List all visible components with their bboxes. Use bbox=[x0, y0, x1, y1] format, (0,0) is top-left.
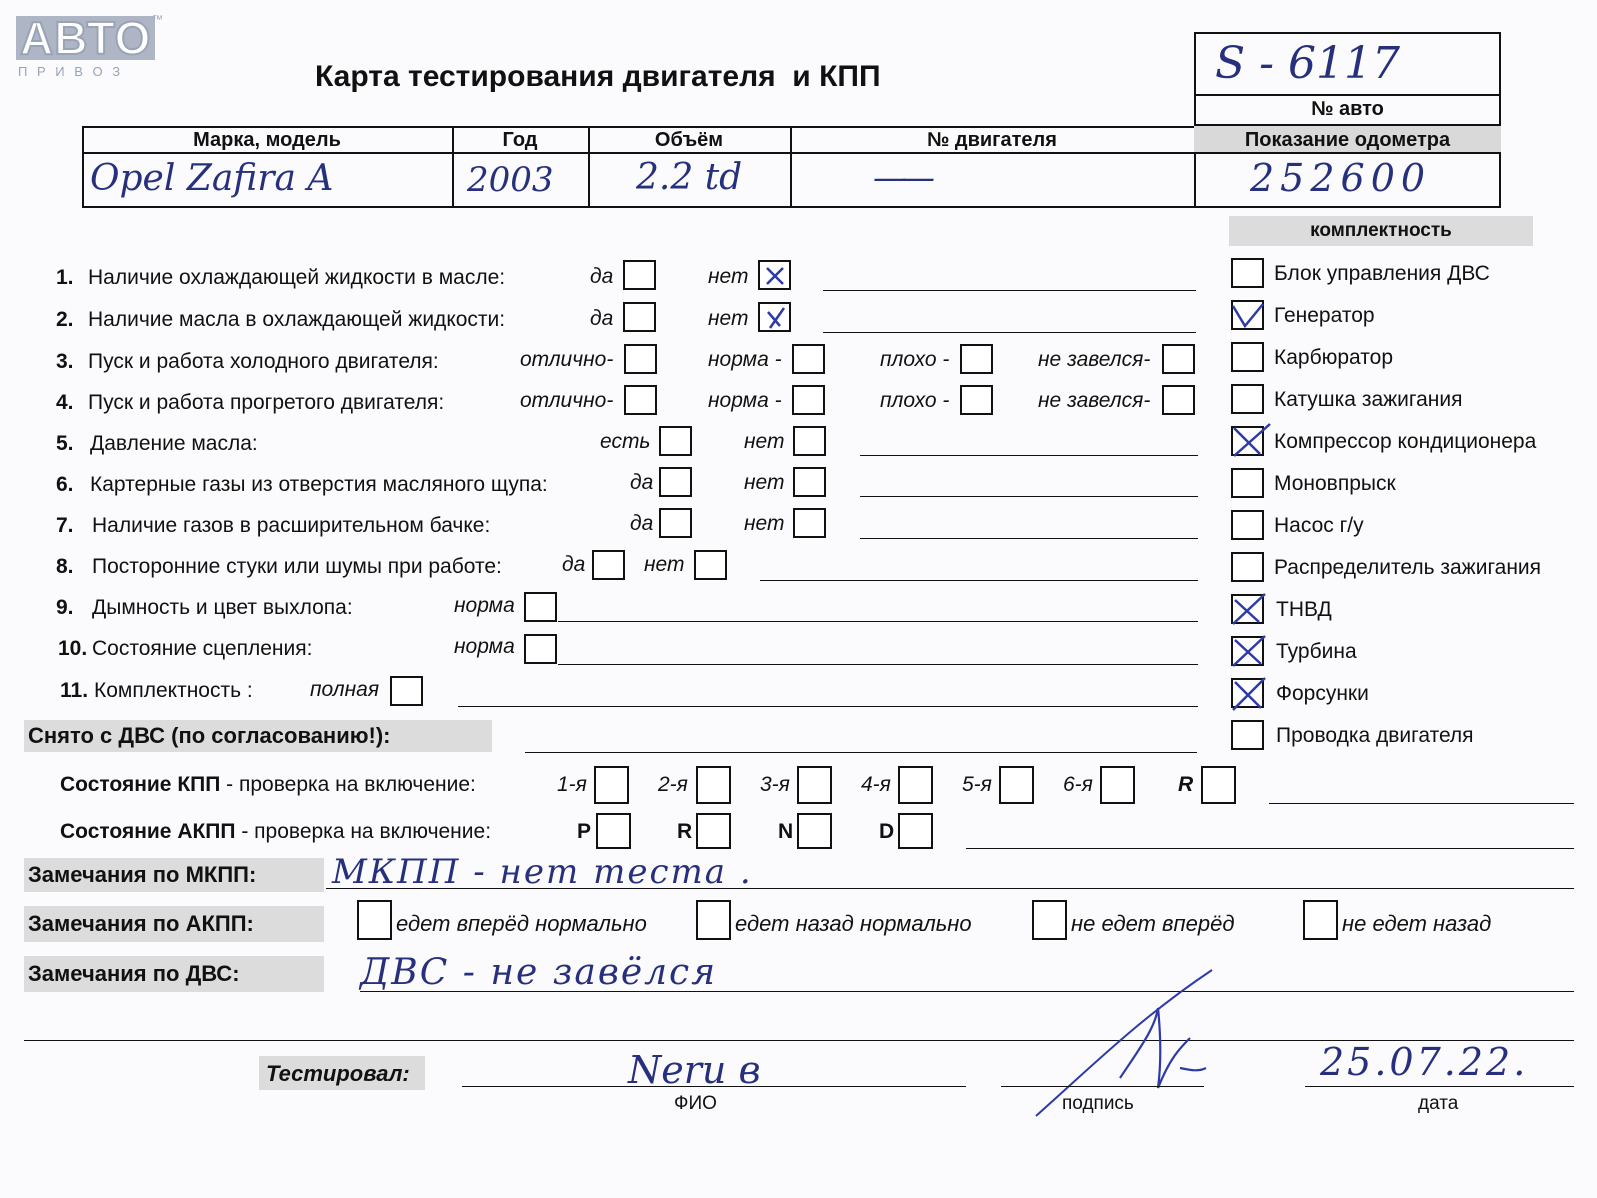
kit-label-mono-injection: Моновпрыск bbox=[1274, 472, 1396, 495]
gear-checkbox-reverse[interactable] bbox=[1201, 766, 1236, 804]
akpp-checkbox-r[interactable] bbox=[696, 813, 731, 849]
option-label: да bbox=[630, 471, 654, 494]
value-engine-number: —— bbox=[873, 158, 929, 198]
option-checkbox-full[interactable] bbox=[390, 676, 423, 706]
akpp-label-rest: - проверка на включение: bbox=[235, 820, 492, 843]
notes-line bbox=[860, 538, 1198, 539]
notes-line bbox=[823, 332, 1196, 333]
kit-label-ps-pump: Насос г/у bbox=[1274, 514, 1364, 537]
gear-label: 1-я bbox=[557, 773, 587, 796]
option-label: нет bbox=[644, 553, 685, 576]
row-question: Посторонние стуки или шумы при работе: bbox=[92, 555, 502, 578]
signature-caption: подпись bbox=[1062, 1093, 1134, 1114]
dvs-remarks-line bbox=[360, 991, 1574, 992]
option-checkbox-bad[interactable] bbox=[960, 344, 993, 374]
option-checkbox-yes[interactable] bbox=[623, 302, 656, 332]
kit-checkbox-injection-pump[interactable] bbox=[1231, 594, 1264, 624]
fio-caption: ФИО bbox=[674, 1093, 717, 1114]
option-label: не завелся- bbox=[1038, 348, 1151, 371]
fio-line bbox=[462, 1086, 966, 1087]
option-label: полная bbox=[310, 678, 380, 701]
kit-checkbox-ecu[interactable] bbox=[1231, 258, 1264, 288]
header-make-model: Марка, модель bbox=[193, 129, 341, 151]
gear-checkbox-2[interactable] bbox=[696, 766, 731, 804]
row-number: 5. bbox=[56, 432, 74, 455]
notes-line bbox=[760, 580, 1198, 581]
option-label: плохо - bbox=[880, 389, 950, 412]
kit-label-injection-pump: ТНВД bbox=[1276, 598, 1332, 621]
akpp-notes-line bbox=[966, 848, 1574, 849]
notes-line bbox=[860, 496, 1198, 497]
option-checkbox-excellent[interactable] bbox=[624, 344, 657, 374]
option-checkbox-no[interactable] bbox=[758, 302, 791, 332]
kit-checkbox-ps-pump[interactable] bbox=[1231, 510, 1264, 540]
row-question: Состояние сцепления: bbox=[92, 637, 313, 660]
option-checkbox-no[interactable] bbox=[793, 426, 826, 456]
auto-number-value: S - 6117 bbox=[1215, 38, 1400, 89]
akpp-label bbox=[60, 820, 491, 844]
gear-checkbox-5[interactable] bbox=[999, 766, 1034, 804]
notes-line bbox=[823, 290, 1196, 291]
dvs-remarks-value: ДВС - не завёлся bbox=[360, 952, 718, 993]
row-number: 8. bbox=[56, 555, 74, 578]
gear-checkbox-3[interactable] bbox=[797, 766, 832, 804]
avtoprivoz-logo bbox=[14, 12, 163, 82]
option-checkbox-yes[interactable] bbox=[659, 426, 692, 456]
kit-checkbox-injectors[interactable] bbox=[1231, 678, 1264, 708]
option-label: нет bbox=[708, 265, 749, 288]
option-checkbox-yes[interactable] bbox=[623, 260, 656, 290]
akpp-gear-label: R bbox=[677, 820, 693, 843]
value-make-model: Opel Zafira A bbox=[90, 158, 334, 199]
kit-title: комплектность bbox=[1310, 220, 1452, 241]
option-label: нет bbox=[744, 430, 785, 453]
option-label: отлично- bbox=[520, 389, 614, 412]
option-label: нет bbox=[708, 307, 749, 330]
row-question: Пуск и работа прогретого двигателя: bbox=[88, 391, 445, 414]
option-label: отлично- bbox=[520, 348, 614, 371]
option-checkbox-normal[interactable] bbox=[524, 592, 557, 622]
row-number: 9. bbox=[56, 596, 74, 619]
option-checkbox-yes[interactable] bbox=[659, 467, 692, 497]
row-number: 6. bbox=[56, 473, 74, 496]
header-year: Год bbox=[502, 129, 538, 151]
kit-checkbox-mono-injection[interactable] bbox=[1231, 468, 1264, 498]
kpp-notes-line bbox=[1269, 803, 1574, 804]
kpp-label-bold: Состояние КПП bbox=[60, 773, 221, 796]
akpp-remark-checkbox-no-forward[interactable] bbox=[1032, 900, 1067, 940]
row-number: 4. bbox=[56, 391, 74, 414]
page-title: Карта тестирования двигателя и КПП bbox=[315, 60, 881, 93]
row-question: Дымность и цвет выхлопа: bbox=[92, 596, 353, 619]
option-checkbox-normal[interactable] bbox=[792, 385, 825, 415]
option-label: норма bbox=[454, 635, 515, 658]
akpp-label-bold: Состояние АКПП bbox=[60, 820, 236, 843]
row-number: 10. bbox=[58, 637, 88, 660]
akpp-remark-checkbox-backward-ok[interactable] bbox=[696, 900, 731, 940]
row-question: Пуск и работа холодного двигателя: bbox=[88, 350, 439, 373]
akpp-checkbox-p[interactable] bbox=[596, 813, 631, 849]
gear-label: 2-я bbox=[658, 773, 688, 796]
option-label: да bbox=[590, 265, 614, 288]
gear-label: 4-я bbox=[861, 773, 891, 796]
kit-checkbox-engine-wiring[interactable] bbox=[1231, 720, 1264, 750]
kit-checkbox-turbine[interactable] bbox=[1231, 636, 1264, 666]
header-engine-number: № двигателя bbox=[927, 129, 1057, 151]
value-year: 2003 bbox=[467, 160, 554, 200]
kit-checkbox-generator[interactable] bbox=[1231, 300, 1264, 330]
signature-line bbox=[1001, 1086, 1204, 1087]
kit-checkbox-carburetor[interactable] bbox=[1231, 342, 1264, 372]
kit-label-distributor: Распределитель зажигания bbox=[1274, 556, 1542, 579]
mkpp-remarks-label: Замечания по МКПП: bbox=[28, 862, 257, 887]
row-question: Давление масла: bbox=[90, 432, 258, 455]
akpp-remark-label: едет вперёд нормально bbox=[396, 911, 647, 936]
option-checkbox-not-started[interactable] bbox=[1162, 385, 1195, 415]
kit-label-carburetor: Карбюратор bbox=[1274, 346, 1394, 369]
kpp-label-rest: - проверка на включение: bbox=[220, 773, 476, 796]
kit-label-generator: Генератор bbox=[1274, 304, 1375, 327]
option-checkbox-normal[interactable] bbox=[524, 634, 557, 664]
option-checkbox-no[interactable] bbox=[694, 550, 727, 580]
header-volume: Объём bbox=[654, 129, 724, 151]
option-label: плохо - bbox=[880, 348, 950, 371]
option-label: да bbox=[630, 512, 654, 535]
notes-line bbox=[860, 455, 1198, 456]
gear-label: 6-я bbox=[1063, 773, 1093, 796]
kit-label-turbine: Турбина bbox=[1276, 640, 1357, 663]
gear-checkbox-4[interactable] bbox=[898, 766, 933, 804]
value-odometer: 252600 bbox=[1250, 156, 1432, 200]
row-number: 7. bbox=[56, 514, 74, 537]
option-checkbox-no[interactable] bbox=[793, 467, 826, 497]
gear-label: R bbox=[1178, 773, 1194, 796]
option-checkbox-bad[interactable] bbox=[960, 385, 993, 415]
akpp-remark-label: не едет назад bbox=[1342, 911, 1492, 936]
row-number: 2. bbox=[56, 308, 74, 331]
notes-line bbox=[558, 621, 1198, 622]
kit-label-ignition-coil: Катушка зажигания bbox=[1274, 388, 1463, 411]
option-checkbox-not-started[interactable] bbox=[1162, 344, 1195, 374]
gear-label: 3-я bbox=[760, 773, 790, 796]
akpp-gear-label: D bbox=[879, 820, 895, 843]
option-checkbox-excellent[interactable] bbox=[624, 385, 657, 415]
dvs-remarks-label: Замечания по ДВС: bbox=[28, 961, 240, 986]
mkpp-remarks-line bbox=[326, 888, 1574, 889]
option-label: нет bbox=[744, 512, 785, 535]
logo-tm: ™ bbox=[152, 14, 163, 26]
kit-label-ecu: Блок управления ДВС bbox=[1274, 262, 1490, 285]
date-caption: дата bbox=[1418, 1093, 1459, 1114]
option-checkbox-yes[interactable] bbox=[592, 550, 625, 580]
logo-subtitle: П Р И В О З bbox=[18, 64, 124, 79]
option-checkbox-normal[interactable] bbox=[792, 344, 825, 374]
removed-line bbox=[525, 752, 1197, 753]
option-label: есть bbox=[600, 430, 651, 453]
gear-checkbox-1[interactable] bbox=[594, 766, 629, 804]
row-question: Наличие охлаждающей жидкости в масле: bbox=[88, 266, 506, 289]
akpp-gear-label: P bbox=[577, 820, 592, 843]
row-question: Наличие масла в охлаждающей жидкости: bbox=[88, 308, 506, 331]
notes-line bbox=[558, 664, 1198, 665]
option-label: норма bbox=[454, 594, 515, 617]
akpp-remark-checkbox-forward-ok[interactable] bbox=[357, 900, 392, 940]
akpp-gear-label: N bbox=[778, 820, 794, 843]
date-line bbox=[1305, 1086, 1574, 1087]
value-volume: 2.2 td bbox=[636, 157, 743, 198]
option-checkbox-no[interactable] bbox=[758, 260, 791, 290]
row-number: 1. bbox=[56, 266, 74, 289]
tester-name-value: Neru в bbox=[628, 1048, 761, 1092]
akpp-checkbox-n[interactable] bbox=[797, 813, 832, 849]
akpp-remark-label: не едет вперёд bbox=[1071, 911, 1235, 936]
row-question: Комплектность : bbox=[94, 679, 253, 702]
option-label: норма - bbox=[708, 348, 782, 371]
option-label: норма - bbox=[708, 389, 782, 412]
option-label: нет bbox=[744, 471, 785, 494]
option-label: не завелся- bbox=[1038, 389, 1151, 412]
removed-label: Снято с ДВС (по согласованию!): bbox=[28, 723, 391, 748]
tested-label: Тестировал: bbox=[266, 1061, 410, 1086]
akpp-remarks-label: Замечания по АКПП: bbox=[28, 911, 254, 936]
row-number: 11. bbox=[60, 679, 89, 702]
akpp-checkbox-d[interactable] bbox=[898, 813, 933, 849]
mkpp-remarks-value: МКПП - нет теста . bbox=[332, 852, 753, 892]
kit-label-ac-compressor: Компрессор кондиционера bbox=[1274, 430, 1537, 453]
akpp-remark-checkbox-no-backward[interactable] bbox=[1303, 900, 1338, 940]
option-checkbox-yes[interactable] bbox=[659, 508, 692, 538]
header-odometer: Показание одометра bbox=[1244, 129, 1451, 151]
notes-line bbox=[458, 706, 1198, 707]
kit-checkbox-ac-compressor[interactable] bbox=[1231, 426, 1264, 456]
gear-label: 5-я bbox=[962, 773, 992, 796]
kit-checkbox-distributor[interactable] bbox=[1231, 552, 1264, 582]
kit-label-engine-wiring: Проводка двигателя bbox=[1276, 724, 1474, 747]
kit-label-injectors: Форсунки bbox=[1276, 682, 1369, 705]
row-question: Наличие газов в расширительном бачке: bbox=[92, 514, 491, 537]
row-number: 3. bbox=[56, 350, 74, 373]
kit-checkbox-ignition-coil[interactable] bbox=[1231, 384, 1264, 414]
gear-checkbox-6[interactable] bbox=[1100, 766, 1135, 804]
logo-text: АВТО bbox=[16, 16, 155, 60]
kpp-label bbox=[60, 773, 476, 797]
option-checkbox-no[interactable] bbox=[793, 508, 826, 538]
akpp-remark-label: едет назад нормально bbox=[735, 911, 972, 936]
option-label: да bbox=[590, 307, 614, 330]
auto-number-label: № авто bbox=[1311, 98, 1384, 120]
date-value: 25.07.22. bbox=[1320, 1040, 1529, 1084]
row-question: Картерные газы из отверстия масляного щупа: bbox=[90, 473, 548, 496]
option-label: да bbox=[562, 553, 586, 576]
